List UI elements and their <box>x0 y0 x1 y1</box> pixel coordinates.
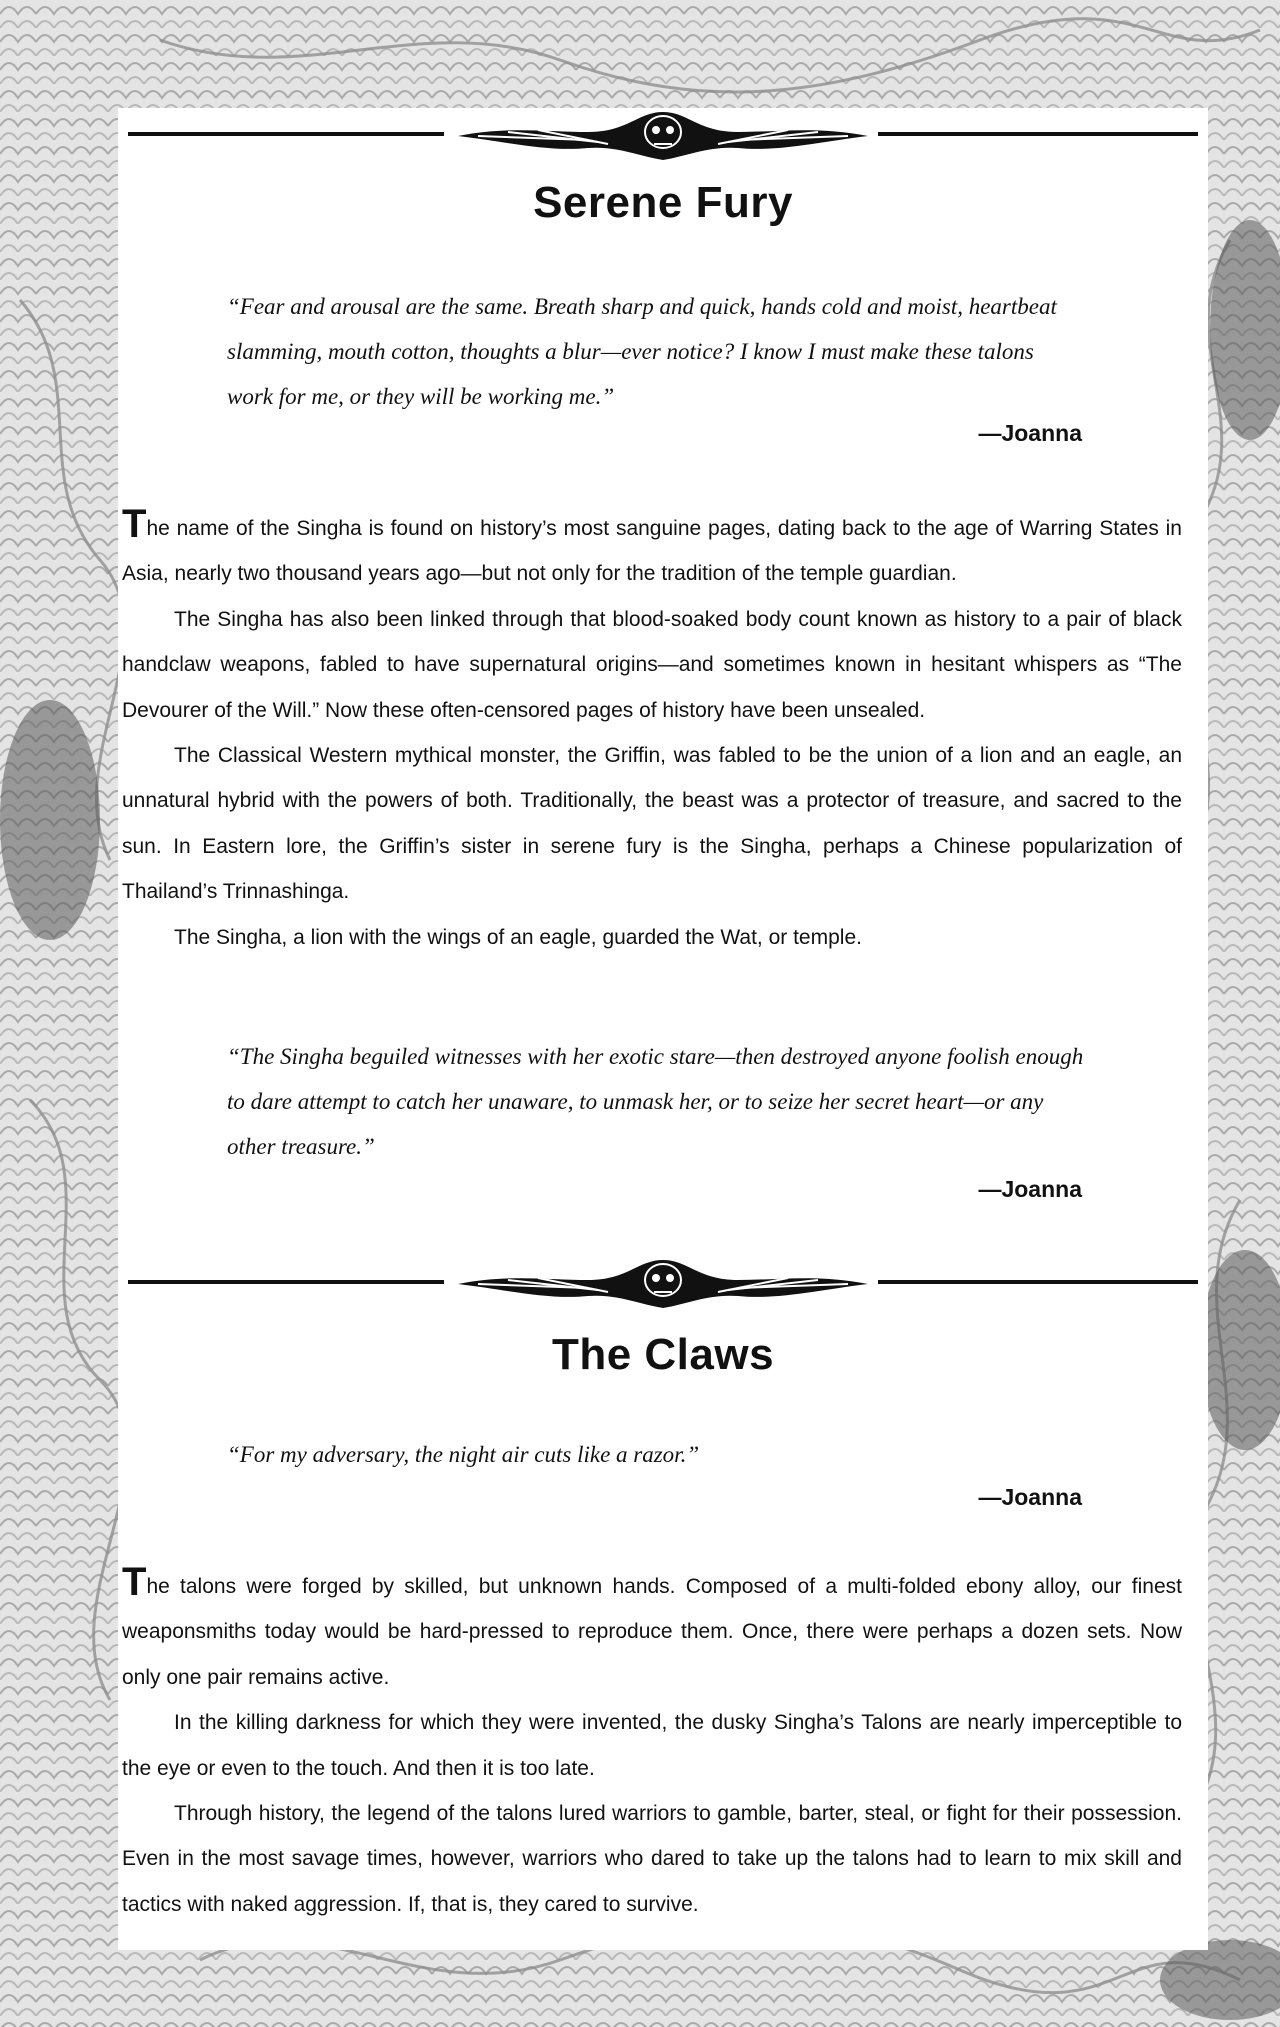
winged-skull-icon <box>438 102 888 168</box>
epigraph-quote: “Fear and arousal are the same. Breath sharp and quick, hands cold and moist, heartbeat slamming, mouth cotton, thoughts a blur—ever notice? I know I must make these talons work for me, or they will be working me.” <box>227 294 1057 409</box>
ornament-divider <box>128 1250 1198 1316</box>
divider-rule-left <box>128 1280 444 1284</box>
section-body-serene-fury <box>122 504 1182 960</box>
paragraph: The name of the Singha is found on history’s most sanguine pages, dating back to the age of Warring States in Asia, nearly two thousand years ago—but not only for the tradition of the temple guardian. <box>122 502 1182 586</box>
winged-skull-icon <box>438 1250 888 1316</box>
drop-cap: T <box>122 1560 147 1604</box>
section-title-serene-fury: Serene Fury <box>533 178 793 227</box>
closing-quote-attribution: —Joanna <box>978 1176 1082 1202</box>
paragraph: The Singha has also been linked through that blood-soaked body count known as history to a pair of black handclaw weapons, fabled to have supernatural origins—and sometimes known in hesitant whispers as “The Devourer of the Will.” Now these often-censored pages of history have been unsealed. <box>122 607 1182 722</box>
paragraph: The talons were forged by skilled, but unknown hands. Composed of a multi-folded ebony alloy, our finest weaponsmiths today would be hard-pressed to reproduce them. Once, there were perhaps a dozen sets. Now only one pair remains active. <box>122 1560 1182 1689</box>
ornament-divider <box>128 102 1198 168</box>
epigraph-attribution: —Joanna <box>978 1484 1082 1510</box>
divider-rule-right <box>878 1280 1198 1284</box>
closing-quote: “The Singha beguiled witnesses with her exotic stare—then destroyed anyone foolish enough to dare attempt to catch her unaware, to unmask her, or to seize her secret heart—or any other treasure.” <box>227 1044 1084 1159</box>
divider-rule-right <box>878 132 1198 136</box>
paragraph: In the killing darkness for which they were invented, the dusky Singha’s Talons are nearly imperceptible to the eye or even to the touch. And then it is too late. <box>122 1711 1182 1780</box>
paragraph: The Classical Western mythical monster, the Griffin, was fabled to be the union of a lion and an eagle, an unnatural hybrid with the powers of both. Traditionally, the beast was a protector of treasure, and sacred to the sun. In Eastern lore, the Griffin’s sister in serene fury is the Singha, perhaps a Chinese popularization of Thailand’s Trinnashinga. <box>122 744 1182 904</box>
section-body-the-claws <box>122 1562 1182 1927</box>
paragraph: Through history, the legend of the talons lured warriors to gamble, barter, steal, or fight for their possession. Even in the most savage times, however, warriors who dared to take up the talons had to learn to mix skill and tactics with naked aggression. If, that is, they cared to survive. <box>122 1802 1182 1916</box>
drop-cap: T <box>122 502 147 546</box>
epigraph-attribution: —Joanna <box>978 420 1082 446</box>
epigraph-quote: “For my adversary, the night air cuts like a razor.” <box>227 1442 700 1467</box>
divider-rule-left <box>128 132 444 136</box>
paragraph: The Singha, a lion with the wings of an eagle, guarded the Wat, or temple. <box>174 925 862 949</box>
section-title-the-claws: The Claws <box>551 1330 775 1379</box>
